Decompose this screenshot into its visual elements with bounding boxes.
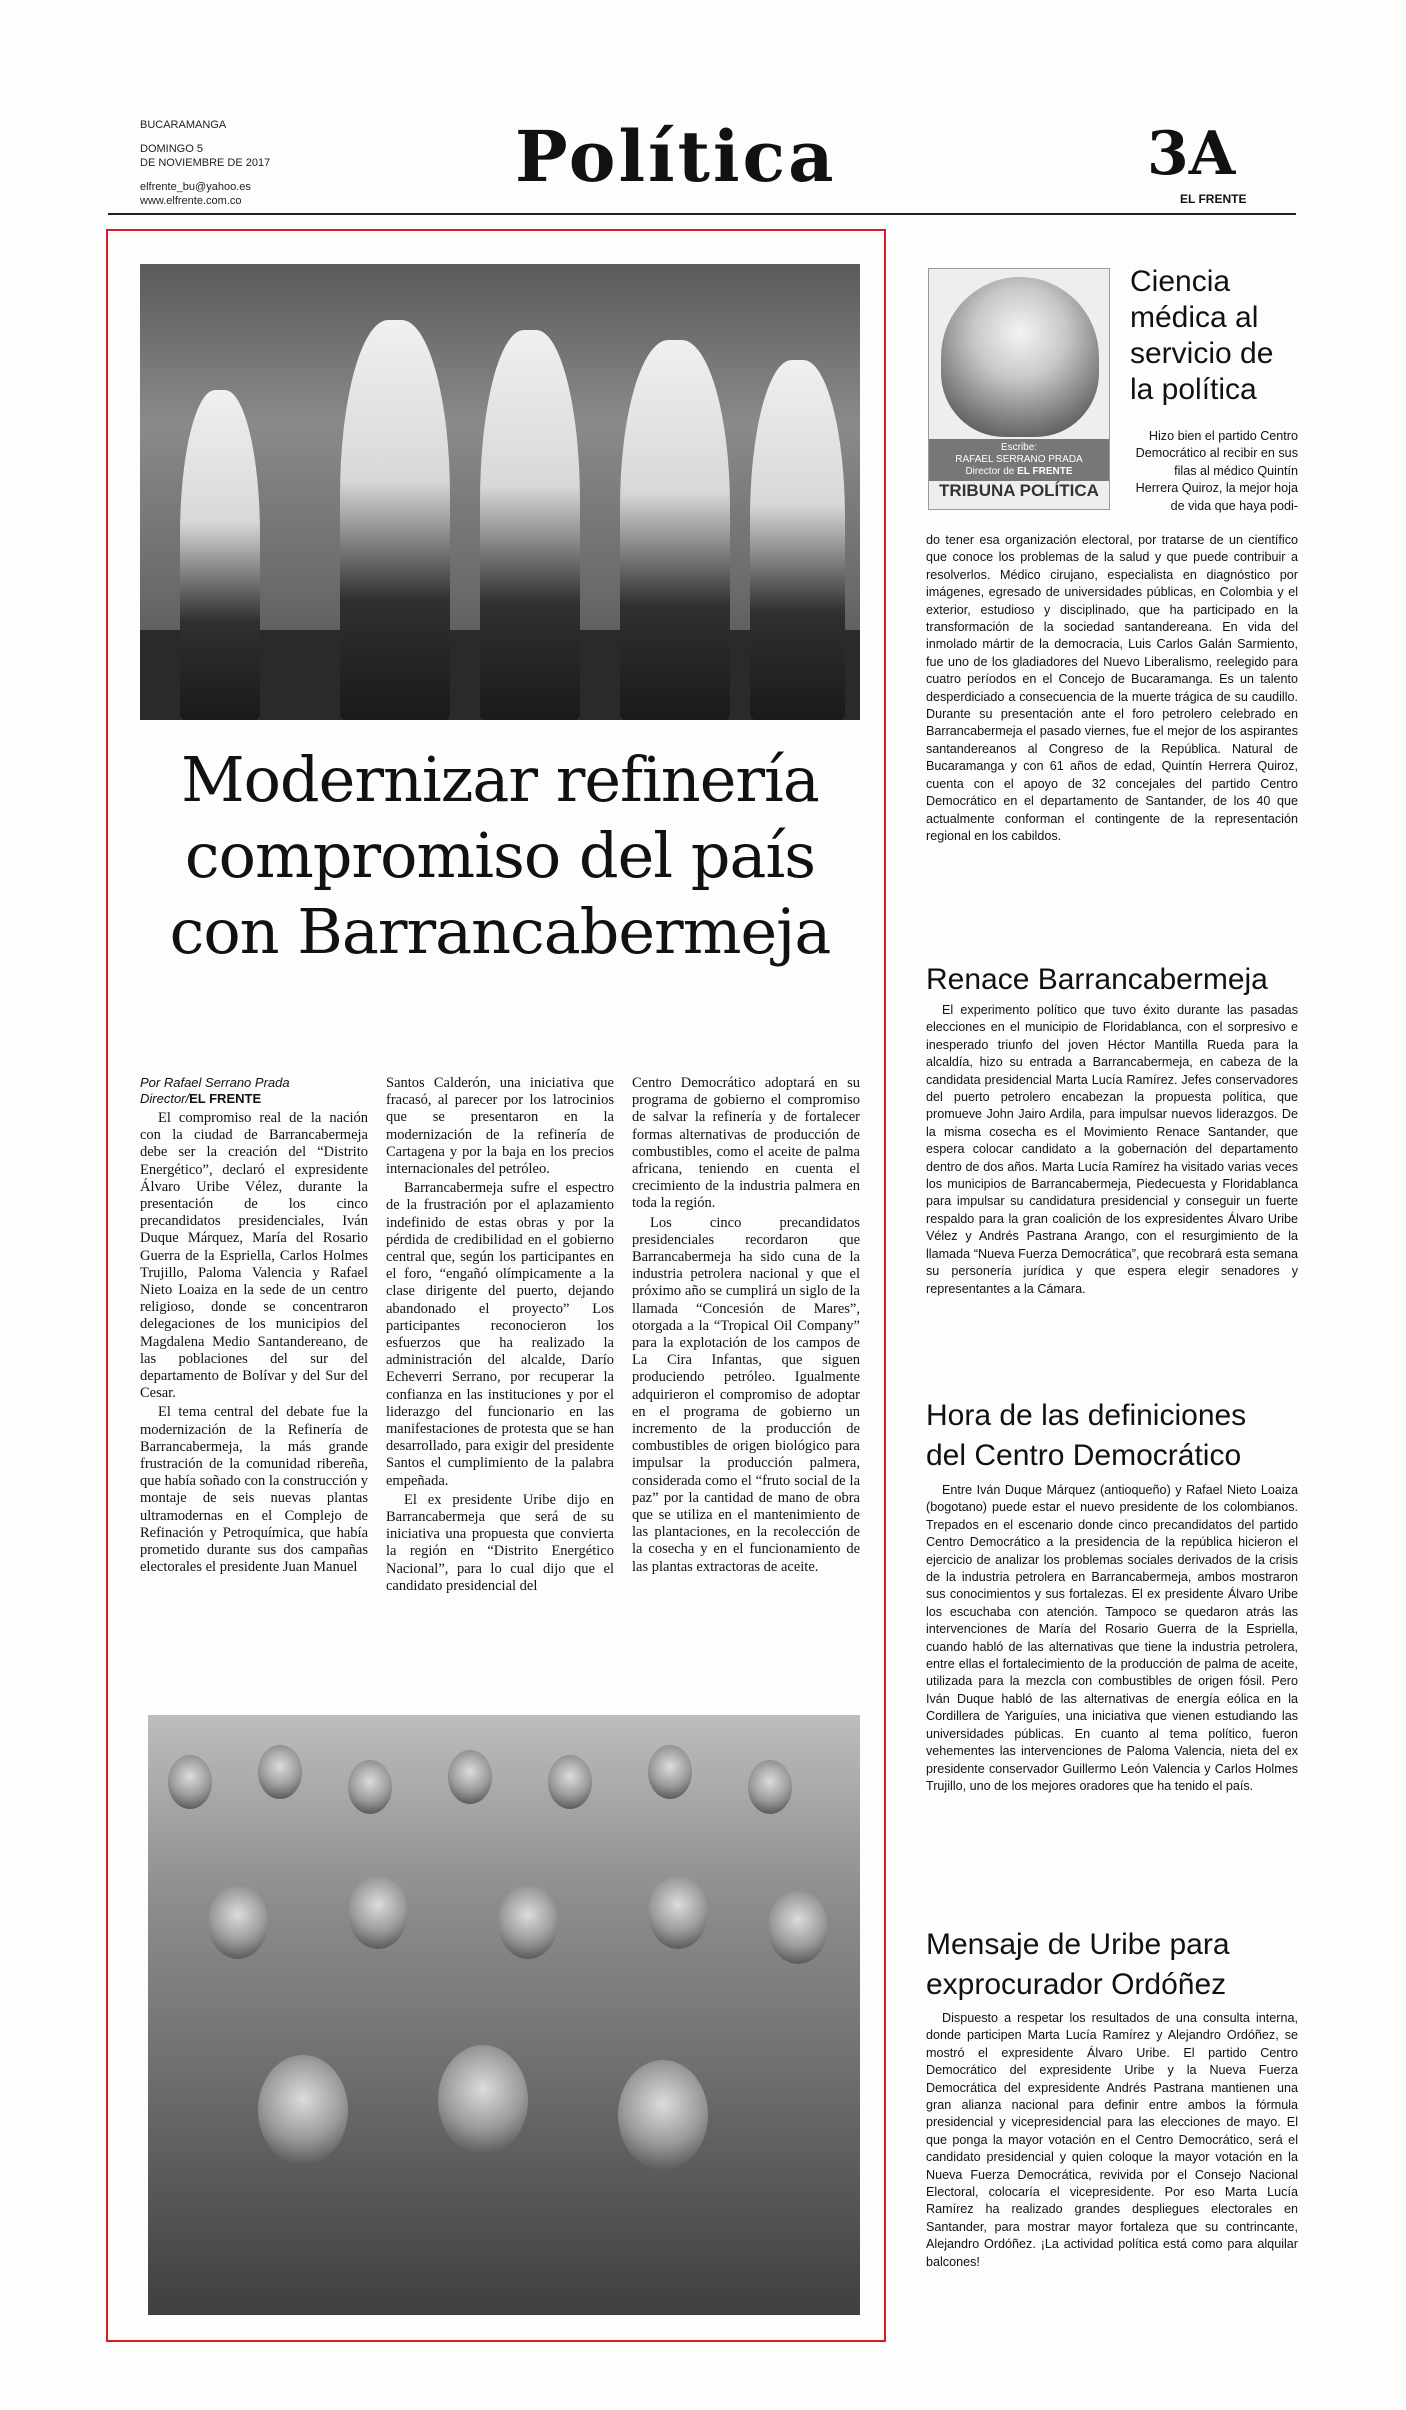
article-column-1 [140,1110,368,1578]
photo-person [620,340,730,720]
photo-person [340,320,450,720]
writer-caption [929,439,1109,481]
byline-paper: EL FRENTE [189,1091,262,1106]
article-paragraph: El tema central del debate fue la modernización de la Refinería de Barrancabermeja, la más grande frustración de la comunidad ribereña, que había soñado con la construcción y montaje de seis nuevas plantas ultramodernas en el Complejo de Refinación y Petroquímica, que había prometido durante sus dos campañas electorales el presidente Juan Manuel [140,1404,368,1576]
article-paragraph: Barrancabermeja sufre el espectro de la frustración por el aplazamiento indefinido de estas obras y por la pérdida de credibilidad en el gobierno central que, según los participantes en el foro, “engañó olímpicamente a la clase dirigente del puerto, dejando abandonado el proyecto” Los participantes reconocieron los esfuerzos que ha realizado la administración del alcalde, Darío Echeverri Serrano, por recuperar la confianza en las instituciones y por el liderazgo del funcionario en las manifestaciones de protesta que se han desarrollado, para exigir del presidente Santos el cumplimiento de la palabra empeñada. [386,1180,614,1489]
writer-label: Escribe: [1000,442,1038,453]
writer-portrait [941,277,1099,437]
section1-title: Renace Barrancabermeja [926,963,1268,996]
opinion-body [926,532,1298,845]
byline-role: Director/ [140,1091,190,1106]
opinion-lead-text: Hizo bien el partido Centro Democrático al recibir en sus filas al médico Quintín Herrera Quiroz, la mejor hoja de vida que haya podi- [1135,429,1298,513]
section2-title-line: del Centro Democrático [926,1439,1242,1472]
photo-crowd-head [348,1760,392,1814]
byline-author: Por Rafael Serrano Prada [140,1075,290,1090]
header-date-line2: DE NOVIEMBRE DE 2017 [140,157,271,169]
section2-title-line: Hora de las definiciones [926,1399,1247,1432]
photo-crowd-head [168,1755,212,1809]
opinion-title: Ciencia médica al servicio de la política [1130,265,1274,406]
photo-crowd-head [208,1885,268,1959]
page-number: 3A [1147,119,1236,189]
article-paragraph: Centro Democrático adoptará en su programa de gobierno el compromiso de salvar la refinería y de fortalecer formas alternativas de producción de combustibles, como el aceite de palma africana, teniendo en cuenta el crecimiento de la industria palmera en toda la región. [632,1075,860,1212]
article-column-3 [632,1075,860,1578]
photo-crowd-head [258,1745,302,1799]
audience-photo [148,1715,860,2315]
opinion-section-name: TRIBUNA POLÍTICA [939,481,1099,500]
opinion-writer-card [928,268,1110,510]
photo-crowd-head [348,1875,408,1949]
section1-body [926,1002,1298,1298]
writer-name: RAFAEL SERRANO PRADA [955,454,1083,465]
header-brand: EL FRENTE [1180,192,1247,206]
headline-line: con Barrancabermeja [169,895,831,968]
section3-title [926,1925,1306,2005]
photo-crowd-head [448,1750,492,1804]
photo-crowd-head [258,2055,348,2165]
section3-title-line: Mensaje de Uribe para [926,1928,1230,1961]
photo-crowd-head [498,1885,558,1959]
article-paragraph: El ex presidente Uribe dijo en Barrancabermeja que será de su iniciativa una propuesta que convierta la región en “Distrito Energético Nacional”, para lo cual dijo que el candidato presidencial del [386,1491,614,1594]
photo-person [750,360,845,720]
photo-person [480,330,580,720]
writer-paper: EL FRENTE [1017,466,1073,477]
section3-text: Dispuesto a respetar los resultados de una consulta interna, donde participen Marta Lucía Ramírez y Alejandro Ordóñez, se mostró el expresidente Álvaro Uribe. El partido Centro Democrático del expresidente Uribe y la Nueva Fuerza Democrática del expresidente Andrés Pastrana mantienen una gran alianza nacional para definir entre ambos la fórmula presidencial y vicepresidencial para las elecciones de mayo. El que ponga la mayor votación en el Centro Democrático, será el candidato presidencial y quien coloque la mayor votación en la Nueva Fuerza Democrática, revivida por el Consejo Nacional Electoral, colocaría el vicepresidente. Por eso Marta Lucía Ramírez ha realizado grandes despliegues electorales en Santander, para mostrar mayor fortaleza que su contrincante, Alejandro Ordóñez. ¡La actividad política está como para alquilar balcones! [926,2011,1298,2269]
byline [140,1075,290,1107]
opinion-lead [1130,428,1298,515]
header-city: BUCARAMANGA [140,119,227,131]
opinion-body-text: do tener esa organización electoral, por tratarse de un científico que conoce los problemas de la salud y que puede contribuir a resolverlos. Médico cirujano, especialista en diagnóstico por imágenes, egresado de universidades públicas, en Colombia y el exterior, estudioso y disciplinado, que ha participado en la transformación de la sociedad santandereana. En vida del inmolado mártir de la democracia, Luis Carlos Galán Sarmiento, fue uno de los gladiadores del Nuevo Liberalismo, reelegido para cuatro períodos en el Concejo de Bucaramanga. Es un talento desperdiciado a consecuencia de la muerte trágica de su caudillo. Durante su presentación ante el foro petrolero celebrado en Barrancabermeja el pasado viernes, fue el mejor de los aspirantes santandereanos al Congreso de la República. Natural de Bucaramanga y con 61 años de edad, Quintín Herrera Quiroz, cuenta con el apoyo de 32 concejales del partido Centro Democrático en el departamento de Santander, de los 40 que actualmente conforman el contingente de la representación regional en los cabildos. [926,533,1298,843]
main-headline [140,742,860,970]
section1-text: El experimento político que tuvo éxito durante las pasadas elecciones en el municipio de Floridablanca, con el sorpresivo e inesperado triunfo del joven Héctor Mantilla Rueda para la alcaldía, hizo su entrada a Barrancabermeja, en cabeza de la candidata presidencial Marta Lucía Ramírez. Jefes conservadores del puerto petrolero encabezan la propuesta política, que promueve John Jairo Ardila, para impulsar nuevos liderazgos. De la misma cosecha es el Movimiento Renace Santander, que espera colocar candidato a la gobernación del departamento dentro de dos años. Marta Lucía Ramírez ha visitado varias veces los municipios de Barrancabermeja, Piedecuesta y Floridablanca para impulsar su candidatura presidencial y conseguir un fuerte respaldo para la gran coalición de los expresidentes Álvaro Uribe Vélez y Andrés Pastrana Arango, con el resurgimiento de la llamada “Nueva Fuerza Democrática”, que recobrará esta semana su personería jurídica y que espera elegir senadores y representantes a la Cámara. [926,1003,1298,1296]
writer-role: Director de [965,466,1015,477]
header-web: www.elfrente.com.co [140,195,242,207]
header-rule [108,213,1296,215]
writer-role-line [929,466,1109,478]
photo-person [180,390,260,720]
photo-crowd-head [748,1760,792,1814]
header-date-line1: DOMINGO 5 [140,143,203,155]
section3-title-line: exprocurador Ordóñez [926,1968,1227,2001]
candidates-photo [140,264,860,720]
photo-crowd-head [648,1745,692,1799]
section-masthead: Política [515,115,837,198]
photo-crowd-head [648,1875,708,1949]
header-info [140,118,270,208]
photo-crowd-head [438,2045,528,2155]
photo-crowd-head [768,1890,828,1964]
photo-crowd-head [548,1755,592,1809]
section2-text: Entre Iván Duque Márquez (antioqueño) y Rafael Nieto Loaiza (bogotano) puede estar el nuevo presidente de los colombianos. Trepados en el escenario donde cinco precandidatos del partido Centro Democrático a la presidencia de la república hicieron el ejercicio de analizar los problemas sociales derivados de la crisis de la industria petrolera en Barrancabermeja, ambos mostraron sus conocimientos y sus fortalezas. El ex presidente Álvaro Uribe los escuchaba con atención. Tampoco se quedaron atrás las intervenciones de María del Rosario Guerra de la Espriella, cuando habló de las alternativas que tiene la industria petrolera, entre ellas el fortalecimiento de la producción de palma de aceite, utilizada para la mezcla con combustibles de origen fósil. Pero Iván Duque habló de las alternativas de energía eólica en la Cordillera de Yariguíes, una iniciativa que vienen estudiando las universidades públicas. En cuanto al tema político, fueron vehementes las intervenciones de Paloma Valencia, nieta del ex presidente conservador Guillermo León Valencia y Carlos Holmes Trujillo, uno de los mejores oradores que ha tenido el país. [926,1483,1298,1793]
headline-line: compromiso del país [184,819,816,892]
article-paragraph: El compromiso real de la nación con la ciudad de Barrancabermeja debe ser la creación del “Distrito Energético”, declaró el expresidente Álvaro Uribe Vélez, durante la presentación de los cinco precandidatos presidenciales, Iván Duque Márquez, María del Rosario Guerra de la Espriella, Carlos Holmes Trujillo, Paloma Valencia y Rafael Nieto Loaiza en la sede de un centro religioso, donde se concentraron delegaciones de los municipios del Magdalena Medio Santandereano, de las poblaciones del sur del departamento de Bolívar y del Sur del Cesar. [140,1110,368,1402]
section2-title [926,1396,1306,1476]
section2-body [926,1482,1298,1795]
article-paragraph: Los cinco precandidatos presidenciales recordaron que Barrancabermeja ha sido cuna de la industria petrolera nacional y que el próximo año se cumplirá un siglo de la llamada “Concesión de Mares”, otorgada a la “Tropical Oil Company” para la explotación de los campos de La Cira Infantas, que siguen produciendo petróleo. Igualmente adquirieron el compromiso de adoptar en el programa de gobierno un incremento de la producción de combustibles de origen biológico para impulsar la producción palmera, considerada como el “fruto social de la paz” por la cantidad de mano de obra que se utiliza en el mantenimiento de las plantaciones, en la recolección de la cosecha y en el funcionamiento de las plantas extractoras de aceite. [632,1214,860,1575]
header-email: elfrente_bu@yahoo.es [140,181,251,193]
section3-body [926,2010,1298,2271]
article-column-2 [386,1075,614,1597]
photo-crowd-head [618,2060,708,2170]
article-paragraph: Santos Calderón, una iniciativa que fracasó, al parecer por los latrocinios que se presentaron en la modernización de la refinería de Cartagena y por la baja en los precios internacionales del petróleo. [386,1075,614,1178]
headline-line: Modernizar refinería [181,743,819,816]
byline-role-line [140,1091,290,1107]
